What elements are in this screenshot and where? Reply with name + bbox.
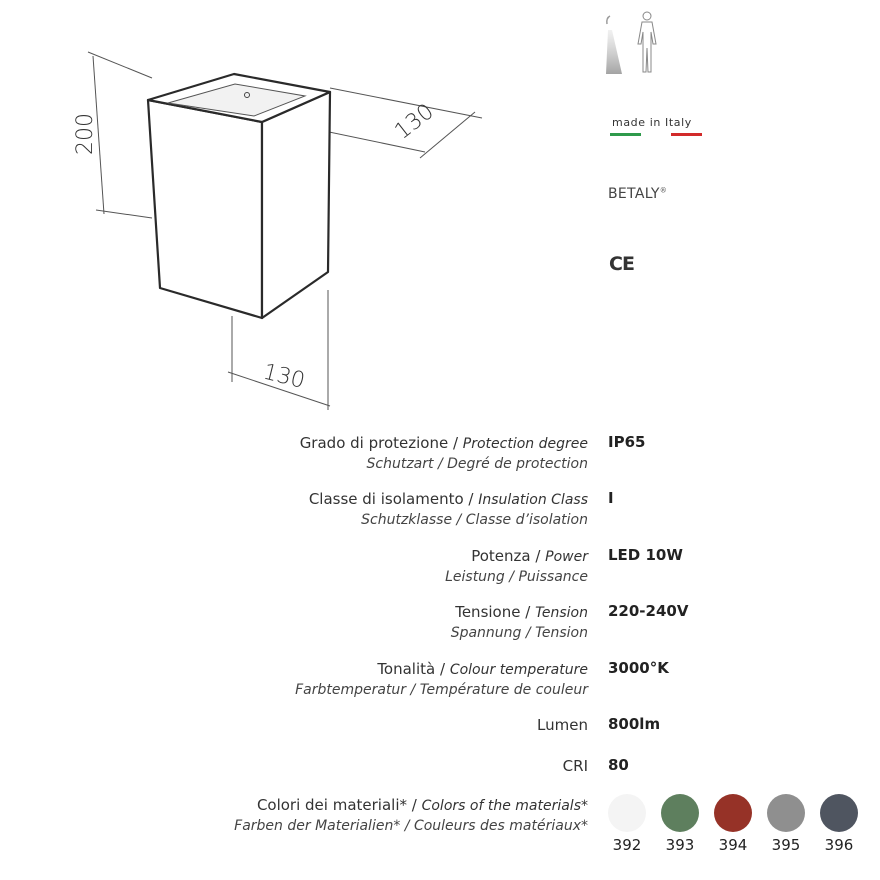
spec-value: IP65 xyxy=(608,433,646,451)
color-swatch-396 xyxy=(820,794,858,832)
color-code: 395 xyxy=(771,836,801,854)
brand-logo: BETALY® xyxy=(608,186,668,202)
spec-label: Colori dei materiali* / Colors of the materials* Farben der Materialien* / Couleurs des matériaux* xyxy=(234,796,588,834)
color-code: 393 xyxy=(665,836,695,854)
spec-label: Grado di protezione / Protection degree Schutzart / Degré de protection xyxy=(299,434,588,472)
spec-label: Classe di isolamento / Insulation Class Schutzklasse / Classe d’isolation xyxy=(308,490,588,528)
spec-label: Tonalità / Colour temperature Farbtemperatur / Température de couleur xyxy=(295,660,588,698)
dimension-width: 130 xyxy=(260,359,308,394)
color-swatch-394 xyxy=(714,794,752,832)
dimension-depth: 130 xyxy=(390,99,439,145)
dimension-height: 200 xyxy=(73,113,98,155)
spec-label: Lumen xyxy=(537,716,588,734)
ce-mark: CE xyxy=(609,253,634,275)
flag-green xyxy=(610,133,641,136)
color-swatch-393 xyxy=(661,794,699,832)
spec-value: 800lm xyxy=(608,715,661,733)
human-scale-icon xyxy=(602,10,664,76)
spec-value: 3000°K xyxy=(608,659,669,677)
color-code: 392 xyxy=(612,836,642,854)
italy-flag-stripe xyxy=(610,133,702,136)
spec-value: 80 xyxy=(608,756,629,774)
spec-value: 220-240V xyxy=(608,602,689,620)
made-in-italy-label: made in Italy xyxy=(612,116,692,129)
color-code: 394 xyxy=(718,836,748,854)
box-side-face xyxy=(262,92,330,318)
box-front-face xyxy=(148,100,262,318)
spec-label: Potenza / Power Leistung / Puissance xyxy=(445,547,588,585)
flag-white xyxy=(641,133,672,136)
spec-value: LED 10W xyxy=(608,546,683,564)
spec-value: I xyxy=(608,489,614,507)
spec-label: Tensione / Tension Spannung / Tension xyxy=(450,603,588,641)
spec-label: CRI xyxy=(562,757,588,775)
color-code: 396 xyxy=(824,836,854,854)
product-dimension-drawing xyxy=(0,0,880,420)
color-swatch-395 xyxy=(767,794,805,832)
color-swatch-392 xyxy=(608,794,646,832)
flag-red xyxy=(671,133,702,136)
